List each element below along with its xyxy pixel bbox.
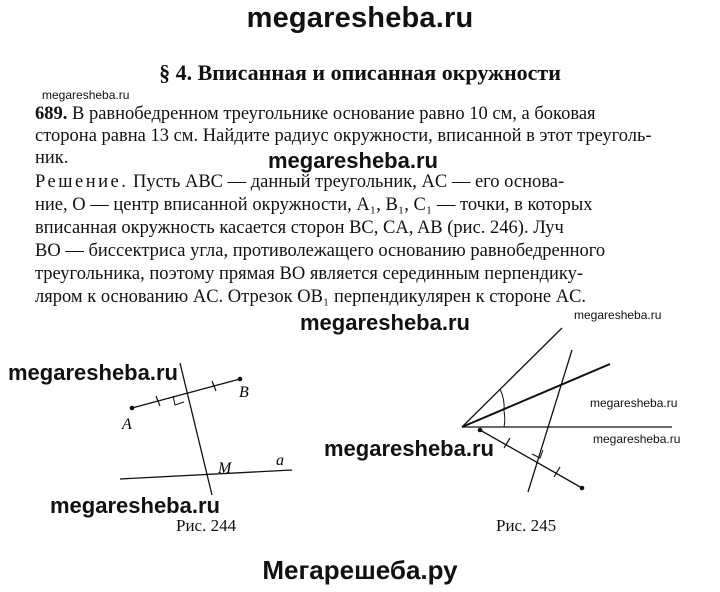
bisector-ray bbox=[462, 364, 610, 427]
watermark-fig-middle: megaresheba.ru bbox=[324, 436, 494, 461]
watermark-bottom: Мегарешеба.ру bbox=[262, 555, 458, 585]
right-angle-mark bbox=[173, 396, 184, 405]
label-m-point: M bbox=[218, 460, 232, 477]
watermark-fig-left-bottom: megaresheba.ru bbox=[50, 493, 220, 518]
caption-figure-244: Рис. 244 bbox=[176, 516, 237, 535]
solution-text-1: Пусть ABC — данный треугольник, AC — его основа- bbox=[128, 172, 565, 192]
solution-line-1 bbox=[35, 172, 564, 193]
watermark-top: megaresheba.ru bbox=[246, 2, 474, 34]
right-angle-mark bbox=[532, 450, 543, 458]
figure-245 bbox=[440, 320, 710, 505]
watermark-fig-right-1: megaresheba.ru bbox=[590, 396, 678, 410]
watermark-right-small: megaresheba.ru bbox=[574, 308, 662, 322]
perpendicular-line bbox=[528, 350, 572, 492]
angle-arc-1 bbox=[500, 389, 504, 411]
solution-line-3: вписанная окружность касается сторон BC, CA, AB (рис. 246). Луч bbox=[35, 218, 564, 238]
problem-line-2: сторона равна 13 см. Найдите радиус окружности, вписанной в этот треуголь- bbox=[35, 126, 652, 146]
problem-text-1: В равнобедренном треугольнике основание равно 10 см, а боковая bbox=[67, 104, 596, 124]
angle-arc-2 bbox=[504, 411, 505, 427]
solution-label: Решение. bbox=[35, 172, 129, 192]
caption-figure-245: Рис. 245 bbox=[496, 516, 557, 535]
watermark-heading-left: megaresheba.ru bbox=[42, 88, 130, 102]
angle-ray-upper bbox=[462, 328, 562, 427]
point-a bbox=[130, 406, 135, 411]
label-line-a: a bbox=[276, 452, 284, 469]
segment-endpoint bbox=[478, 428, 483, 433]
segment bbox=[480, 430, 582, 488]
watermark-fig-right-2: megaresheba.ru bbox=[593, 432, 681, 446]
solution-line-6: ляром к основанию AC. Отрезок OB₁ перпендикулярен к стороне AC. bbox=[35, 287, 587, 307]
label-a-point: A bbox=[122, 416, 132, 433]
label-b-point: B bbox=[239, 384, 249, 401]
solution-line-5: треугольника, поэтому прямая BO является серединным перпендику- bbox=[35, 264, 584, 284]
segment-endpoint bbox=[580, 486, 585, 491]
section-heading: § 4. Вписанная и описанная окружности bbox=[159, 60, 561, 85]
problem-line-3: ник. bbox=[35, 148, 69, 168]
problem-number: 689. bbox=[35, 104, 68, 124]
watermark-mid-text: megaresheba.ru bbox=[268, 148, 438, 173]
solution-line-2: ние, O — центр вписанной окружности, A₁, B₁, C₁ — точки, в которых bbox=[35, 195, 593, 215]
watermark-fig-left-top: megaresheba.ru bbox=[8, 360, 178, 385]
problem-line-1 bbox=[35, 104, 596, 125]
point-b bbox=[238, 377, 243, 382]
watermark-below-text: megaresheba.ru bbox=[300, 310, 470, 335]
solution-line-4: BO — биссектриса угла, противолежащего основанию равнобедренного bbox=[35, 241, 606, 261]
